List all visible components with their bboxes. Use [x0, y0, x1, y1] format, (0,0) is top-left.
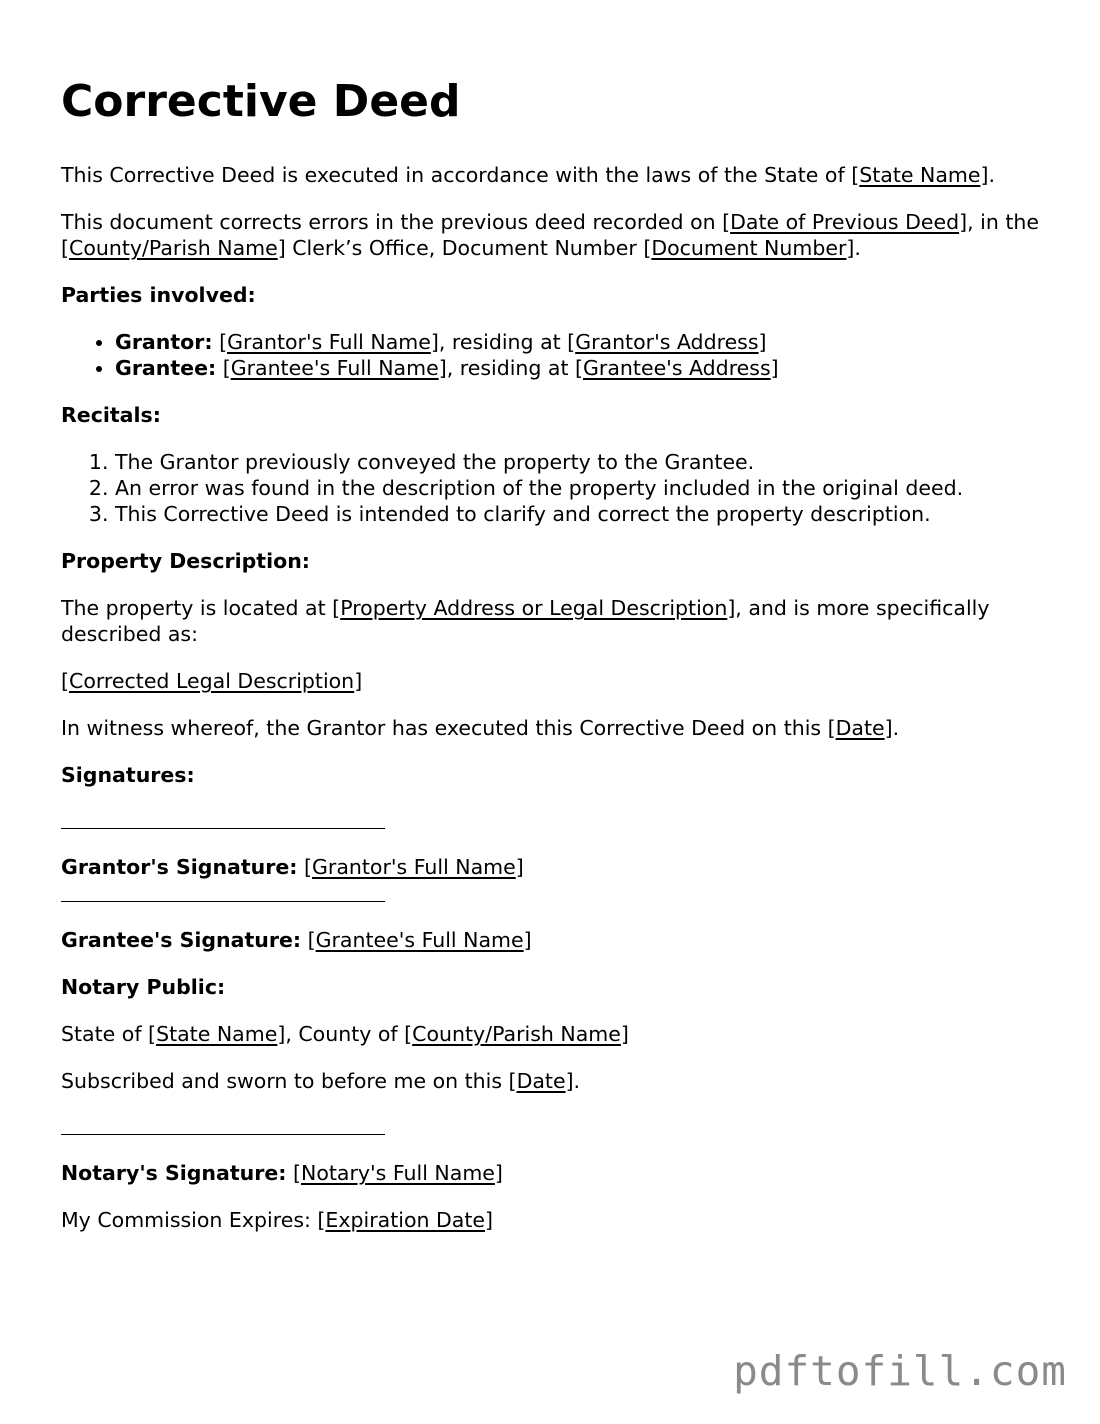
- notary-state-field[interactable]: State Name: [156, 1022, 278, 1046]
- grantee-signature-row: Grantee's Signature: [Grantee's Full Name]: [61, 928, 532, 952]
- grantee-label: Grantee:: [115, 356, 217, 380]
- notary-state-county: State of [State Name], County of [County/Parish Name]: [61, 1022, 629, 1046]
- grantor-name-field[interactable]: Grantor's Full Name: [227, 330, 431, 354]
- parties-heading: Parties involved:: [61, 283, 256, 307]
- property-paragraph: The property is located at [Property Address or Legal Description], and is more specifically described as:: [61, 596, 990, 646]
- grantee-address-field[interactable]: Grantee's Address: [583, 356, 771, 380]
- county-parish-field[interactable]: County/Parish Name: [69, 236, 278, 260]
- recitals-list: [61, 449, 1046, 527]
- notary-expiration: My Commission Expires: [Expiration Date]: [61, 1208, 493, 1232]
- witness-paragraph: In witness whereof, the Grantor has executed this Corrective Deed on this [Date].: [61, 716, 900, 740]
- grantor-signature-line[interactable]: [61, 828, 385, 829]
- state-name-field[interactable]: State Name: [859, 163, 981, 187]
- property-heading: Property Description:: [61, 549, 310, 573]
- party-grantor: • Grantor: [Grantor's Full Name], residing at [Grantor's Address]: [115, 329, 1046, 355]
- parties-list: [61, 329, 1046, 381]
- grantee-signature-line[interactable]: [61, 901, 385, 902]
- notary-sworn: Subscribed and sworn to before me on this [Date].: [61, 1069, 581, 1093]
- signatures-heading: Signatures:: [61, 763, 195, 787]
- previous-deed-date-field[interactable]: Date of Previous Deed: [730, 210, 960, 234]
- document-number-field[interactable]: Document Number: [651, 236, 847, 260]
- recitals-heading: Recitals:: [61, 403, 161, 427]
- intro-paragraph: This Corrective Deed is executed in accordance with the laws of the State of [State Name].: [61, 163, 995, 187]
- corrected-legal-description-field[interactable]: Corrected Legal Description: [69, 669, 355, 693]
- grantor-label: Grantor:: [115, 330, 213, 354]
- watermark: pdftofill.com: [733, 1347, 1067, 1395]
- grantor-signature-label: Grantor's Signature:: [61, 855, 298, 879]
- recital-item: 2. An error was found in the description of the property included in the original deed.: [115, 475, 1046, 501]
- party-grantee: • Grantee: [Grantee's Full Name], residing at [Grantee's Address]: [115, 355, 1046, 381]
- grantor-signature-row: Grantor's Signature: [Grantor's Full Name]: [61, 855, 524, 879]
- notary-heading: Notary Public:: [61, 975, 226, 999]
- notary-county-field[interactable]: County/Parish Name: [412, 1022, 621, 1046]
- notary-signature-line[interactable]: [61, 1134, 385, 1135]
- notary-signature-label: Notary's Signature:: [61, 1161, 287, 1185]
- grantee-signature-name-field[interactable]: Grantee's Full Name: [315, 928, 524, 952]
- grantor-signature-name-field[interactable]: Grantor's Full Name: [312, 855, 516, 879]
- notary-name-field[interactable]: Notary's Full Name: [300, 1161, 495, 1185]
- corrects-paragraph: This document corrects errors in the previous deed recorded on [Date of Previous Deed], in the [County/Parish Name] Clerk’s Office, Document Number [Document Number].: [61, 210, 1039, 260]
- witness-date-field[interactable]: Date: [835, 716, 885, 740]
- grantor-address-field[interactable]: Grantor's Address: [575, 330, 759, 354]
- notary-sworn-date-field[interactable]: Date: [516, 1069, 566, 1093]
- recital-item: 1. The Grantor previously conveyed the property to the Grantee.: [115, 449, 1046, 475]
- grantee-signature-label: Grantee's Signature:: [61, 928, 302, 952]
- notary-signature-row: Notary's Signature: [Notary's Full Name]: [61, 1161, 503, 1185]
- expiration-date-field[interactable]: Expiration Date: [325, 1208, 485, 1232]
- grantee-name-field[interactable]: Grantee's Full Name: [230, 356, 439, 380]
- property-address-field[interactable]: Property Address or Legal Description: [340, 596, 728, 620]
- document-page: [61, 76, 1046, 1254]
- document-title: Corrective Deed: [61, 76, 461, 127]
- recital-item: 3. This Corrective Deed is intended to clarify and correct the property description.: [115, 501, 1046, 527]
- legal-description-paragraph: [Corrected Legal Description]: [61, 669, 363, 693]
